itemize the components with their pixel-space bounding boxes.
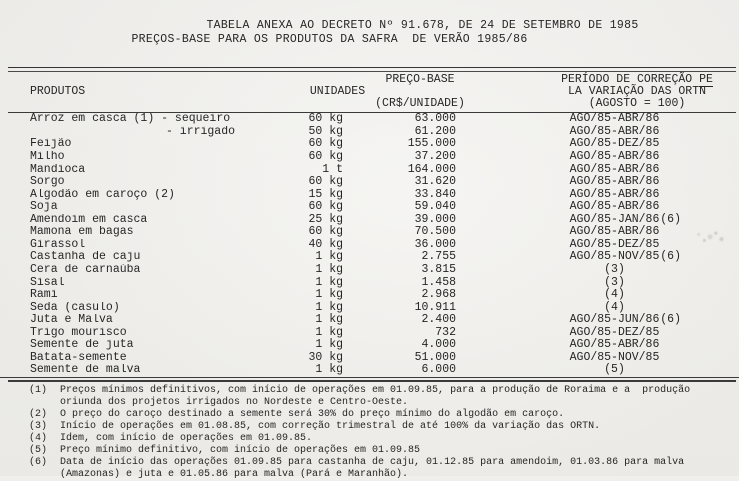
header-price-unit: (CR$/UNIDADE) xyxy=(375,96,465,110)
unit-cell: 60 kg xyxy=(308,225,343,239)
price-cell: 2.400 xyxy=(421,313,456,327)
period-value: AGO/85-ABR/86 xyxy=(569,162,660,176)
footnote-number: (4) xyxy=(29,432,48,444)
period-value: AGO/85-JUN/86 xyxy=(569,313,660,327)
product-cell: Sisal xyxy=(30,276,65,289)
footnote-line: Início de operações em 01.08.85, com correção trimestral de até 100% da variação das ORTN. xyxy=(60,420,601,432)
period-value: AGO/85-ABR/86 xyxy=(569,124,660,138)
footnote-line: oriunda dos projetos irrigados no Nordeste e Centro-Oeste. xyxy=(60,396,409,408)
period-value: (4) xyxy=(604,300,625,314)
price-cell: 3.815 xyxy=(421,262,456,276)
product-cell: Soja xyxy=(30,201,58,214)
unit-cell: 60 kg xyxy=(308,112,343,126)
product-cell: Rami xyxy=(30,289,58,302)
period-value: (4) xyxy=(604,288,625,302)
price-cell: 63.000 xyxy=(414,112,456,126)
table-body xyxy=(0,113,739,377)
price-cell: 732 xyxy=(435,325,456,339)
period-cell xyxy=(465,352,739,365)
footnote-line: Preço mínimo definitivo, com início de operações em 01.09.85 xyxy=(60,444,421,456)
product-cell: Batata-semente xyxy=(30,351,127,364)
price-cell: 2.968 xyxy=(421,288,456,302)
unit-cell: 1 kg xyxy=(315,262,343,276)
header-price-base: PREÇO-BASE xyxy=(385,73,455,86)
product-cell: Amendoim em casca xyxy=(30,213,148,226)
product-cell: Mandioca xyxy=(30,163,86,176)
period-value: AGO/85-DEZ/85 xyxy=(569,137,660,151)
footnote-line: Idem, com início de operações em 01.09.85. xyxy=(60,432,313,444)
header-spacer xyxy=(300,98,375,110)
product-cell: - irrigado xyxy=(166,125,236,138)
unit-cell: 50 kg xyxy=(308,124,343,138)
product-cell: Juta e Malva xyxy=(30,314,113,327)
table-header xyxy=(0,72,739,112)
header-units: UNIDADES xyxy=(309,84,366,98)
table-bottom-rule xyxy=(8,380,736,382)
period-cell xyxy=(465,277,739,290)
price-cell: 164.000 xyxy=(407,162,456,176)
unit-cell: 60 kg xyxy=(308,137,343,151)
unit-cell: 1 kg xyxy=(315,338,343,352)
price-cell: 51.000 xyxy=(414,350,456,364)
header-spacer xyxy=(375,86,465,98)
price-cell: 61.200 xyxy=(414,124,456,138)
unit-cell: 60 kg xyxy=(308,175,343,189)
footnote-item xyxy=(0,433,739,445)
period-value: AGO/85-ABR/86 xyxy=(569,200,660,214)
scan-smudge-artifact xyxy=(693,226,731,250)
footnote-item xyxy=(0,409,739,421)
period-value: (5) xyxy=(604,363,625,377)
product-cell: Trigo mourisco xyxy=(30,326,127,339)
unit-cell: 1 kg xyxy=(315,313,343,327)
footnote-number: (3) xyxy=(29,420,48,432)
unit-cell: 1 kg xyxy=(315,363,343,377)
product-cell: Feijão xyxy=(30,138,72,151)
footnote-number: (2) xyxy=(29,408,48,420)
footnote-number: (1) xyxy=(29,384,48,396)
header-products: PRODUTOS xyxy=(30,84,86,98)
price-cell: 4.000 xyxy=(421,338,456,352)
product-cell: Mamona em bagas xyxy=(30,226,134,239)
footnote-item xyxy=(0,421,739,433)
period-cell xyxy=(465,289,739,302)
period-value: (3) xyxy=(604,262,625,276)
footnote-reference: (6) xyxy=(660,212,681,226)
table-row xyxy=(0,289,739,302)
footnote-item xyxy=(0,457,739,481)
price-cell: 155.000 xyxy=(407,137,456,151)
product-cell: Sorgo xyxy=(30,176,65,189)
price-cell: 10.911 xyxy=(414,300,456,314)
unit-cell: 60 kg xyxy=(308,200,343,214)
product-cell: Semente de malva xyxy=(30,364,141,377)
period-cell xyxy=(465,364,739,377)
price-cell: 59.040 xyxy=(414,200,456,214)
unit-cell: 1 kg xyxy=(315,325,343,339)
title-line-1: TABELA ANEXA AO DECRETO Nº 91.678, DE 24 DE SETEMBRO DE 1985 xyxy=(206,19,639,32)
period-value: AGO/85-JAN/86 xyxy=(569,212,660,226)
price-cell: 70.500 xyxy=(414,225,456,239)
footnote-item xyxy=(0,445,739,457)
price-cell: 33.840 xyxy=(414,187,456,201)
period-value: (3) xyxy=(604,275,625,289)
period-cell xyxy=(465,251,739,264)
product-cell: Arroz em casca (1) - sequeiro xyxy=(30,113,231,126)
footnote-line: O preço do caroço destinado a semente será 30% do preço mínimo do algodão em caroço. xyxy=(60,408,565,420)
unit-cell: 30 kg xyxy=(308,350,343,364)
price-cell: 36.000 xyxy=(414,237,456,251)
footnote-reference: (6) xyxy=(660,250,681,264)
header-period-line3: (AGOSTO = 100) xyxy=(588,96,686,110)
footnote-item xyxy=(0,385,739,409)
period-value: AGO/85-ABR/86 xyxy=(569,175,660,189)
unit-cell: 15 kg xyxy=(308,187,343,201)
footnote-line: Data de início das operações 01.09.85 para castanha de caju, 01.12.85 para amendoim, 01.03.86 para malva xyxy=(60,456,685,468)
period-value: AGO/85-ABR/86 xyxy=(569,187,660,201)
period-value: AGO/85-DEZ/85 xyxy=(569,237,660,251)
price-cell: 39.000 xyxy=(414,212,456,226)
period-value: AGO/85-DEZ/85 xyxy=(569,325,660,339)
period-value: AGO/85-NOV/85 xyxy=(569,250,660,264)
product-cell: Milho xyxy=(30,151,65,164)
period-value: AGO/85-ABR/86 xyxy=(569,150,660,164)
table-row xyxy=(0,364,739,378)
period-value: AGO/85-ABR/86 xyxy=(569,225,660,239)
price-cell: 1.458 xyxy=(421,275,456,289)
product-cell: Algodão em caroço (2) xyxy=(30,188,175,201)
product-cell: Cera de carnaúba xyxy=(30,263,141,276)
header-spacer xyxy=(0,98,300,110)
footnote-reference: (6) xyxy=(660,313,681,327)
table-row xyxy=(0,352,739,365)
product-cell: Castanha de caju xyxy=(30,251,141,264)
period-value: AGO/85-NOV/85 xyxy=(569,350,660,364)
product-cell: Semente de juta xyxy=(30,339,134,352)
price-cell: 31.620 xyxy=(414,175,456,189)
unit-cell: 1 t xyxy=(322,162,343,176)
product-cell: Seda (casulo) xyxy=(30,301,120,314)
footnote-line: (Amazonas) e juta e 01.05.86 para malva (Pará e Maranhão). xyxy=(60,468,409,480)
title-line-2: PREÇOS-BASE PARA OS PRODUTOS DA SAFRA DE VERÃO 1985/86 xyxy=(131,32,528,46)
footnote-number: (6) xyxy=(29,456,48,468)
unit-cell: 1 kg xyxy=(315,288,343,302)
unit-cell: 1 kg xyxy=(315,300,343,314)
hyphenation-mark: PE xyxy=(699,73,713,86)
unit-cell: 60 kg xyxy=(308,150,343,164)
table-row xyxy=(0,264,739,277)
header-period-line2: LA VARIAÇÃO DAS ORTN xyxy=(567,84,707,98)
unit-cell: 1 kg xyxy=(315,275,343,289)
table-row xyxy=(0,277,739,290)
period-value: AGO/85-ABR/86 xyxy=(569,112,660,126)
header-period-line1: PERÍODO DE CORREÇÃO PE xyxy=(561,73,713,86)
period-cell xyxy=(465,264,739,277)
footnotes-section xyxy=(0,385,739,481)
table-row xyxy=(0,251,739,264)
period-value: AGO/85-ABR/86 xyxy=(569,338,660,352)
product-cell: Girassol xyxy=(30,238,86,251)
price-cell: 2.755 xyxy=(421,250,456,264)
footnote-number: (5) xyxy=(29,444,48,456)
unit-cell: 25 kg xyxy=(308,212,343,226)
unit-cell: 1 kg xyxy=(315,250,343,264)
footnote-line: Preços mínimos definitivos, com início de operações em 01.09.85, para a produção de Roraima e a produção xyxy=(60,384,691,396)
document-title xyxy=(0,0,739,46)
unit-cell: 40 kg xyxy=(308,237,343,251)
price-cell: 37.200 xyxy=(414,150,456,164)
price-cell: 6.000 xyxy=(421,363,456,377)
